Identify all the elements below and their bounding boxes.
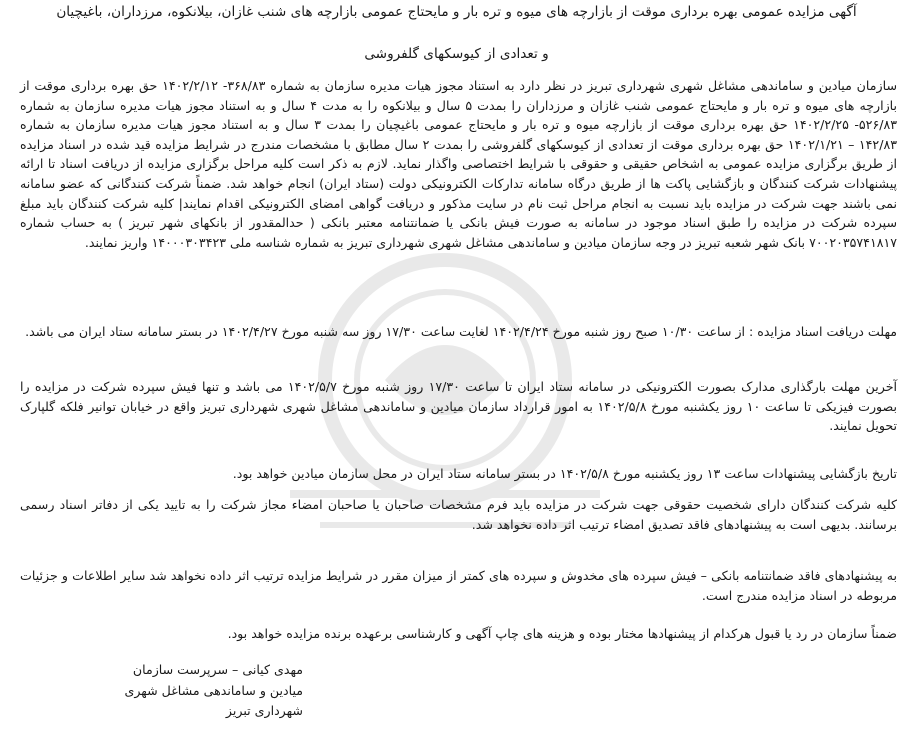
notice-paragraph-legal-entities: کلیه شرکت کنندگان دارای شخصیت حقوقی جهت شرکت در مزایده باید فرم مشخصات صاحبان یا صاحبان امضاء مجاز شرکت را به تایید یکی از دفاتر اسناد رسمی برسانند. بدیهی است به پیشنهادهای فاقد تصدیق امضاء ترتیب اثر داده نخواهد شد.	[20, 497, 897, 532]
signature-name: مهدی کیانی – سرپرست سازمان	[132, 662, 303, 677]
notice-paragraph-main: سازمان میادین و ساماندهی مشاغل شهری شهرداری تبریز در نظر دارد به استناد مجوز هیات مدیره سازمان به شماره ۳۶۸/۸۳- ۱۴۰۲/۲/۱۲ حق بهره برداری موقت از بازارچه های میوه و تره بار و مایحتاج عمومی شنب غازان و مرزداران را بمدت ۵ سال و بیلانکوه را به مدت ۴ سال و به استناد مجوز هیات مدیره سازمان به شماره ۵۲۶/۸۳- ۱۴۰۲/۲/۲۵ حق بهره برداری موقت از بازارچه میوه و تره بار و مایحتاج عمومی باغیچیان را بمدت ۳ سال و به استناد مجوز هیات مدیره سازمان به شماره ۱۴۲/۸۳ – ۱۴۰۲/۱/۲۱ حق بهره برداری موقت از تعدادی از کیوسکهای گلفروشی را بمدت ۲ سال مطابق با مشخصات مندرج در شرایط مزایده قید شده در اسناد مزایده از طریق برگزاری مزایده عمومی به اشخاص حقیقی و حقوقی با شرایط اختصاصی واگذار نماید. لازم به ذکر است کلیه مراحل برگزاری مزایده از دریافت اسناد تا ارائه پیشنهادات شرکت کنندگان و بازگشایی پاکت ها از طریق درگاه سامانه تدارکات الکترونیکی دولت (ستاد ایران) انجام خواهد شد. ضمناً شرکت کنندگانی که عضو سامانه نمی باشند جهت شرکت در مزایده باید نسبت به انجام مراحل ثبت نام در سایت مذکور و دریافت گواهی امضای الکترونیکی اقدام نمایند| کلیه شرکت کنندگان باید مبلغ سپرده شرکت در مزایده را طبق اسناد موجود در سامانه به صورت فیش بانکی یا ضمانتنامه معتبر بانکی ( حدالمقدور از بانکهای شهر تبریز ) به حساب شماره ۷۰۰۲۰۳۵۷۴۱۸۱۷ بانک شهر شعبه تبریز در وجه سازمان میادین و ساماندهی مشاغل شهری شهرداری تبریز به شماره شناسه ملی ۱۴۰۰۰۳۰۳۴۲۳ واریز نمایند.	[20, 78, 898, 250]
signature-municipality: شهرداری تبریز	[225, 703, 303, 718]
notice-paragraph-upload-deadline: آخرین مهلت بارگذاری مدارک بصورت الکترونیکی در سامانه ستاد ایران تا ساعت ۱۷/۳۰ روز شنبه مورخ ۱۴۰۲/۵/۷ می باشد و تنها فیش سپرده شرکت در مزایده را بصورت فیزیکی تا ساعت ۱۰ روز یکشنبه مورخ ۱۴۰۲/۵/۸ به امور قرارداد سازمان میادین و ساماندهی مشاغل شهری شهرداری تبریز واقع در خیابان توانیر فلکه گلپارک تحویل نمایند.	[20, 379, 897, 434]
notice-paragraph-invalid-bids: به پیشنهادهای فاقد ضمانتنامه بانکی – فیش سپرده های مخدوش و سپرده های کمتر از میزان مقرر در شرایط مزایده ترتیب اثر داده نخواهد شد سایر اطلاعات و جزئیات مربوطه در اسناد مزایده مندرج است.	[20, 568, 897, 603]
notice-subtitle: و تعدادی از کیوسکهای گلفروشی	[364, 46, 549, 62]
notice-paragraph-document-deadline: مهلت دریافت اسناد مزایده : از ساعت ۱۰/۳۰ صبح روز شنبه مورخ ۱۴۰۲/۴/۲۴ لغایت ساعت ۱۷/۳۰ روز سه شنبه مورخ ۱۴۰۲/۴/۲۷ در بستر سامانه ستاد ایران می باشد.	[25, 324, 897, 339]
notice-paragraph-opening-date: تاریخ بازگشایی پیشنهادات ساعت ۱۳ روز یکشنبه مورخ ۱۴۰۲/۵/۸ در بستر سامانه ستاد ایران در محل سازمان میادین خواهد بود.	[232, 466, 897, 481]
signature-organization: میادین و ساماندهی مشاغل شهری	[124, 682, 303, 698]
notice-paragraph-organization-rights: ضمناً سازمان در رد یا قبول هرکدام از پیشنهادها مختار بوده و هزینه های چاپ آگهی و کارشناسی برعهده برنده مزایده خواهد بود.	[227, 626, 897, 641]
notice-title: آگهی مزایده عمومی بهره برداری موقت از بازارچه های میوه و تره بار و مایحتاج عمومی بازارچه های شنب غازان، بیلانکوه، مرزداران، باغیچیان	[56, 4, 857, 20]
signature-block	[63, 660, 303, 722]
